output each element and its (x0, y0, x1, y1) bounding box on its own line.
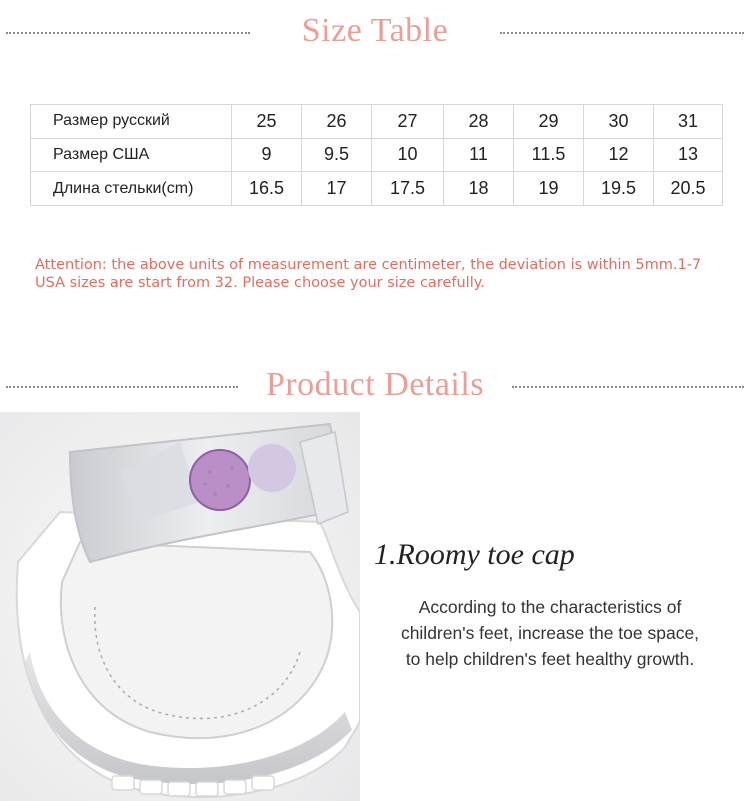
size-table-cell: 19 (514, 172, 584, 206)
size-table-cell: 25 (232, 105, 302, 139)
size-table-cell: 18 (444, 172, 514, 206)
size-table-cell: 17 (302, 172, 372, 206)
size-table-cell: 20.5 (654, 172, 723, 206)
feature-description (370, 594, 730, 672)
feature-description-line-2: children's feet, increase the toe space, (400, 623, 700, 643)
size-table-cell: 13 (654, 138, 723, 172)
feature-title: 1.Roomy toe cap (374, 538, 575, 571)
size-table-cell: 9.5 (302, 138, 372, 172)
size-table-cell: 29 (514, 105, 584, 139)
size-table-cell: 12 (584, 138, 654, 172)
size-note-line-2: USA sizes are start from 32. Please choose your size carefully. (35, 275, 485, 291)
size-table-cell: 17.5 (372, 172, 444, 206)
product-photo (0, 412, 360, 801)
size-table-cell: 19.5 (584, 172, 654, 206)
size-table (30, 104, 723, 206)
size-table-cell: 28 (444, 105, 514, 139)
size-table-cell: 11 (444, 138, 514, 172)
size-table-cell: 10 (372, 138, 444, 172)
size-table-divider-right (500, 32, 744, 34)
feature-description-line-3: to help children's feet healthy growth. (405, 649, 695, 669)
size-note-line-1: Attention: the above units of measurement are centimeter, the deviation is within 5mm.1-7 (35, 257, 702, 273)
size-table-cell: 31 (654, 105, 723, 139)
size-table-row-label: Размер русский (31, 105, 232, 139)
size-table-cell: 27 (372, 105, 444, 139)
product-details-heading: Product Details (265, 366, 485, 403)
size-table-row (31, 138, 723, 172)
size-table-cell: 16.5 (232, 172, 302, 206)
size-table-cell: 9 (232, 138, 302, 172)
size-table-cell: 11.5 (514, 138, 584, 172)
size-table-heading: Size Table (301, 12, 449, 49)
size-table-cell: 30 (584, 105, 654, 139)
size-table-row-label: Размер США (31, 138, 232, 172)
size-table-cell: 26 (302, 105, 372, 139)
size-note (35, 256, 725, 292)
feature-description-line-1: According to the characteristics of (418, 597, 682, 617)
size-table-row-label: Длина стельки(cm) (31, 172, 232, 206)
product-details-divider-right (512, 386, 744, 388)
size-table-row (31, 172, 723, 206)
size-table-row (31, 105, 723, 139)
sandal-illustration (0, 412, 360, 801)
